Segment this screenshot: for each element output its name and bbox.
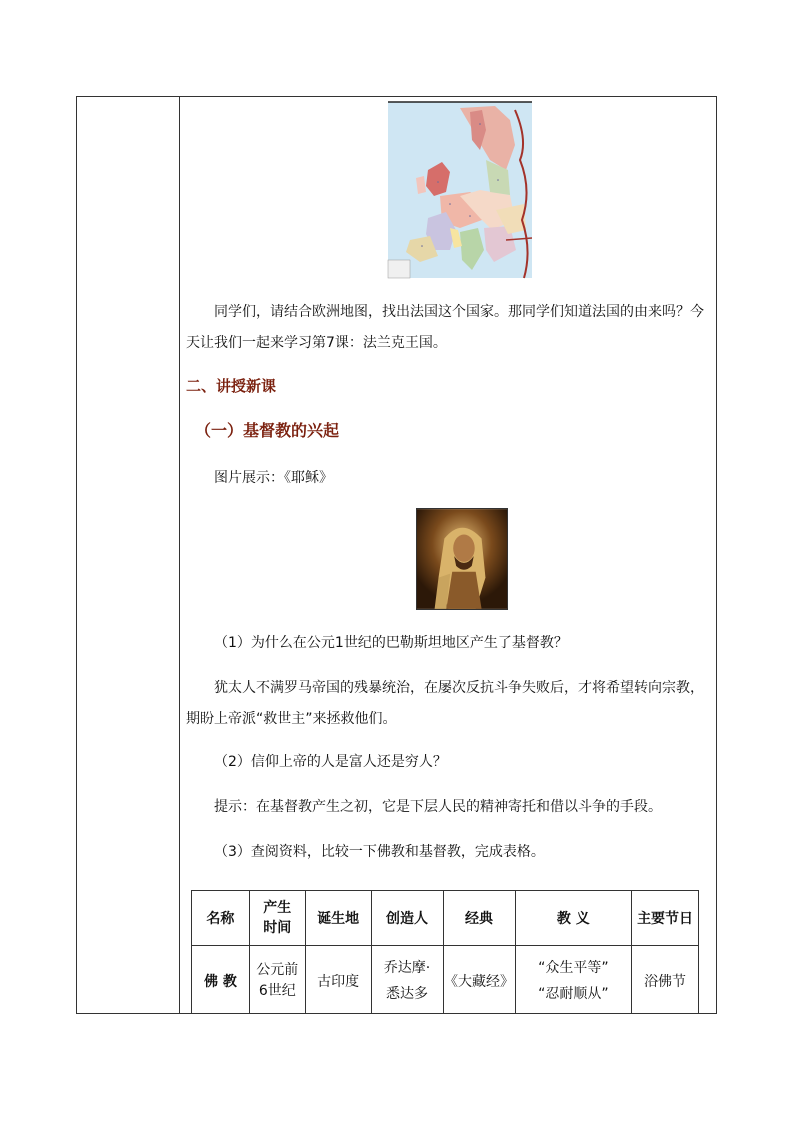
subsection-heading: （一）基督教的兴起 [195, 421, 340, 440]
religion-comparison-table [191, 890, 699, 1017]
page-bottom-mask [191, 1014, 701, 1034]
cell-place: 古印度 [305, 946, 371, 1017]
header-founder: 创造人 [371, 891, 443, 946]
column-divider [179, 97, 180, 1013]
cell-founder: 乔达摩·悉达多 [371, 946, 443, 1017]
header-time: 产生时间 [249, 891, 305, 946]
header-name: 名称 [192, 891, 250, 946]
question-3: （3）查阅资料，比较一下佛教和基督教，完成表格。 [214, 844, 545, 860]
europe-map-image [310, 100, 532, 280]
intro-paragraph: 同学们，请结合欧洲地图，找出法国这个国家。那同学们知道法国的由来吗？今天让我们一起来学习第7课：法兰克王国。 [186, 304, 704, 351]
answer-1: 犹太人不满罗马帝国的残暴统治，在屡次反抗斗争失败后，才将希望转向宗教，期盼上帝派“救世主”来拯救他们。 [186, 680, 704, 727]
doctrine-line-1: “众生平等” [538, 960, 609, 976]
section-heading: 二、讲授新课 [186, 377, 277, 395]
cell-festival: 浴佛节 [632, 946, 699, 1017]
table-header-row [192, 891, 699, 946]
header-scripture: 经典 [443, 891, 515, 946]
question-1: （1）为什么在公元1世纪的巴勒斯坦地区产生了基督教？ [214, 635, 568, 651]
table-row [192, 946, 699, 1017]
cell-scripture: 《大藏经》 [443, 946, 515, 1017]
header-festival: 主要节日 [632, 891, 699, 946]
jesus-portrait-image [416, 508, 508, 610]
cell-name: 佛 教 [192, 946, 250, 1017]
answer-2: 提示：在基督教产生之初，它是下层人民的精神寄托和借以斗争的手段。 [214, 799, 662, 815]
header-place: 诞生地 [305, 891, 371, 946]
header-doctrine: 教 义 [515, 891, 632, 946]
picture-caption: 图片展示：《耶稣》 [214, 470, 333, 486]
cell-doctrine [515, 946, 632, 1017]
question-2: （2）信仰上帝的人是富人还是穷人？ [214, 754, 447, 770]
doctrine-line-2: “忍耐顺从” [538, 986, 609, 1002]
cell-time: 公元前6世纪 [249, 946, 305, 1017]
